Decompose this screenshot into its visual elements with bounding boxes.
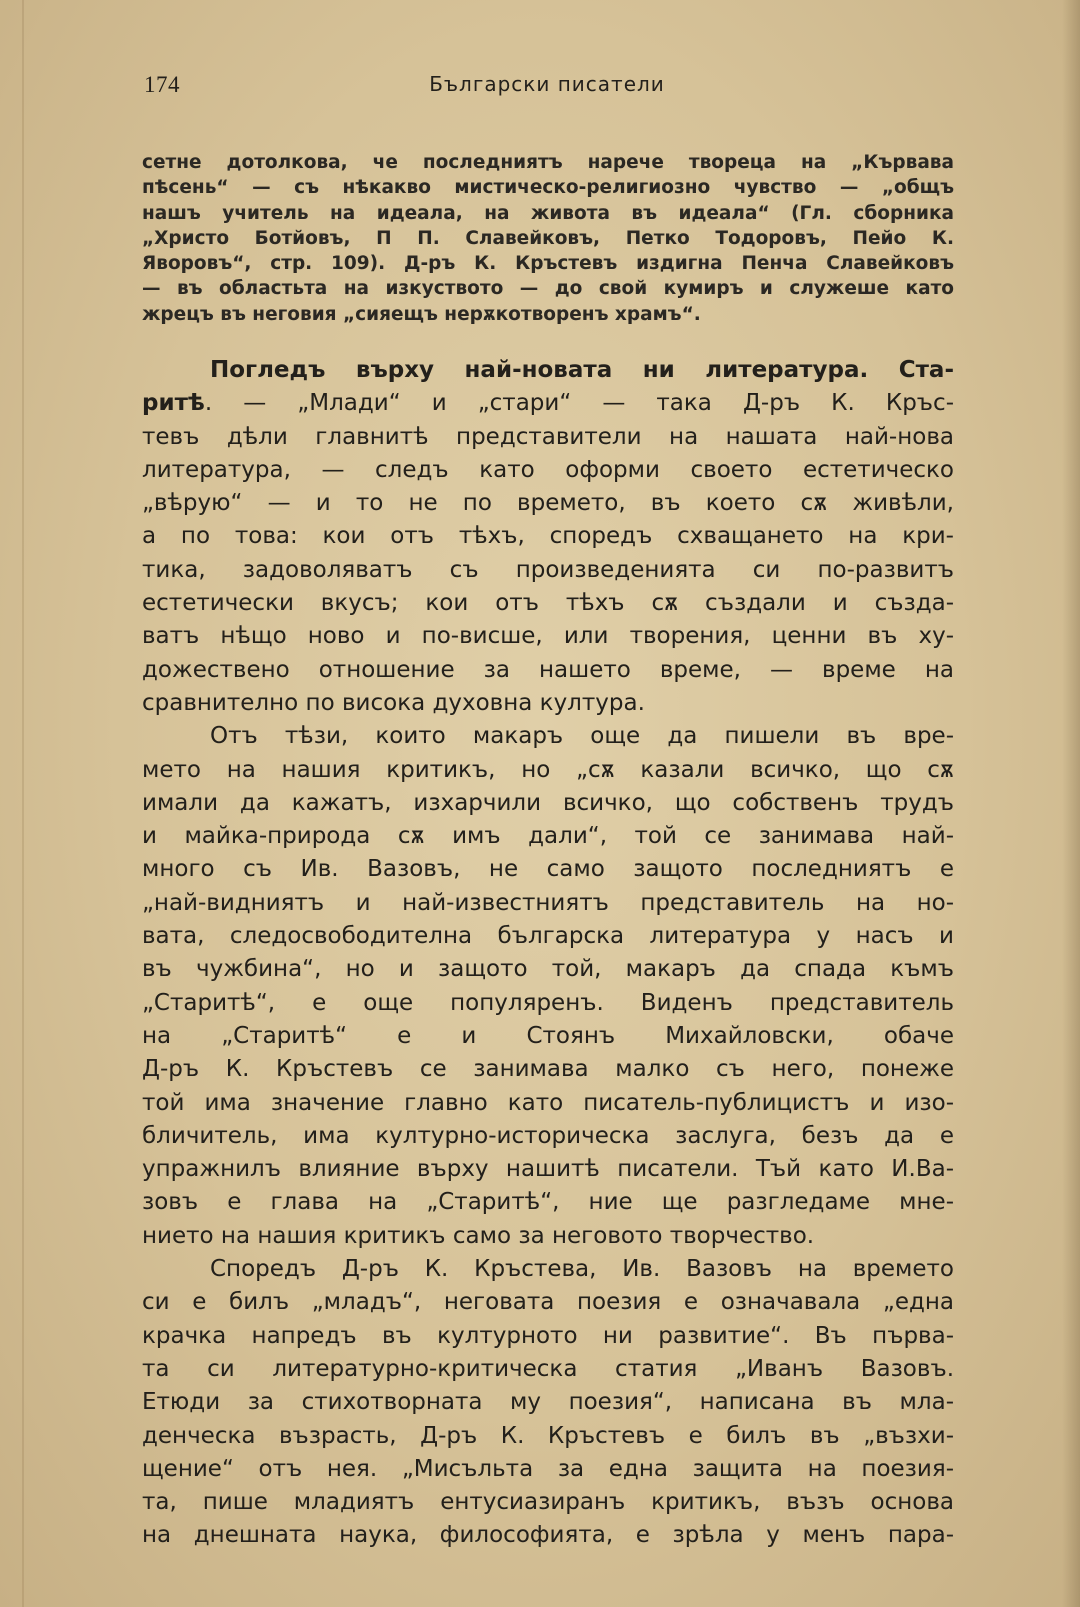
text-line: Яворовъ“, стр. 109). Д-ръ К. Кръстевъ издигна Пенча Славейковъ xyxy=(142,253,954,275)
text-line: Д-ръ К. Кръстевъ се занимава малко съ него, понеже xyxy=(142,1056,954,1083)
section-heading-title: Погледъ върху най-новата ни литература. Ста- xyxy=(210,357,954,383)
text-line: зовъ е глава на „Старитѣ“, ние ще разгледаме мне- xyxy=(142,1189,954,1216)
text-line: „вѣрую“ — и то не по времето, въ което сѫ живѣли, xyxy=(142,490,954,517)
text-line: много съ Ив. Вазовъ, не само защото последниятъ е xyxy=(142,856,954,883)
page-number: 174 xyxy=(144,72,180,97)
text-line: мето на нашия критикъ, но „сѫ казали всичко, що сѫ xyxy=(142,756,954,783)
text-line: жрецъ въ неговия „сияещъ нерѫкотворенъ храмъ“. xyxy=(142,303,701,325)
footnote-continuation xyxy=(142,150,954,327)
text-line: та си литературно-критическа статия „Иванъ Вазовъ. xyxy=(142,1355,954,1382)
text-line: бличитель, има културно-историческа заслуга, безъ да е xyxy=(142,1122,954,1149)
text-line: тика, задоволяватъ съ произведенията си по-развитъ xyxy=(142,556,954,583)
text-line: — въ областьта на изкуството — до свой кумиръ и служеше като xyxy=(142,278,954,300)
text-line: крачка напредъ въ културното ни развитие“. Въ първа- xyxy=(142,1322,954,1349)
text-line: „Старитѣ“, е още популяренъ. Виденъ представитель xyxy=(142,989,954,1016)
text-line: имали да кажатъ, изхарчили всичко, що собственъ трудъ xyxy=(142,789,954,816)
text-line: сравнително по висока духовна култура. xyxy=(142,689,645,716)
text-line: „Христо Ботйовъ, П П. Славейковъ, Петко Тодоровъ, Пейо К. xyxy=(142,227,954,249)
text-line: Отъ тѣзи, които макаръ още да пишели въ вре- xyxy=(210,723,954,750)
section-heading-continuation xyxy=(142,387,954,420)
text-line: дожествено отношение за нашето време, — време на xyxy=(142,656,954,683)
section-heading xyxy=(142,354,954,387)
text-line: а по това: кои отъ тѣхъ, споредъ схващането на кри- xyxy=(142,523,954,550)
text-line: та, пише младиятъ ентусиазиранъ критикъ, възъ основа xyxy=(142,1489,954,1516)
text-line: пѣсень“ — съ нѣкакво мистическо-религиозно чувство — „общъ xyxy=(142,177,954,199)
text-line: нието на нашия критикъ само за неговото творчество. xyxy=(142,1222,815,1249)
heading-line-rest: . — „Млади“ и „стари“ — така Д-ръ К. Кръс- xyxy=(204,390,954,417)
text-line: денческа възрасть, Д-ръ К. Кръстевъ е билъ въ „възхи- xyxy=(142,1422,954,1449)
text-line: „най-видниятъ и най-известниятъ представитель на но- xyxy=(142,889,954,916)
text-line: Споредъ Д-ръ К. Кръстева, Ив. Вазовъ на времето xyxy=(210,1256,954,1283)
text-line: ватъ нѣщо ново и по-висше, или творения, ценни въ ху- xyxy=(142,623,954,650)
text-line: на днешната наука, философията, е зрѣла у менъ пара- xyxy=(142,1522,954,1549)
page-header xyxy=(144,72,950,106)
page-fold-shadow xyxy=(22,0,24,1607)
text-line: Етюди за стихотворната му поезия“, написана въ мла- xyxy=(142,1389,954,1416)
text-line: сетне дотолкова, че последниятъ нарече твореца на „Кървава xyxy=(142,152,954,173)
text-line: и майка-природа сѫ имъ дали“, той се занимава най- xyxy=(142,823,954,850)
section-heading-title-end: ритѣ xyxy=(142,390,205,417)
text-line: естетически вкусъ; кои отъ тѣхъ сѫ създали и създа- xyxy=(142,590,954,617)
text-line: си е билъ „младъ“, неговата поезия е означавала „една xyxy=(142,1289,954,1316)
text-line: на „Старитѣ“ е и Стоянъ Михайловски, обаче xyxy=(142,1022,954,1049)
text-line: литература, — следъ като оформи своето естетическо xyxy=(142,456,954,483)
text-line: щение“ отъ нея. „Мисъльта за една защита на поезия- xyxy=(142,1455,954,1482)
main-text xyxy=(142,354,954,1553)
text-line: тевъ дѣли главнитѣ представители на нашата най-нова xyxy=(142,423,954,450)
text-line: той има значение главно като писатель-публицистъ и изо- xyxy=(142,1089,954,1116)
text-line: нашъ учитель на идеала, на живота въ идеала“ (Гл. сборника xyxy=(142,202,954,224)
text-line: упражнилъ влияние върху нашитѣ писатели. Тъй като И.Ва- xyxy=(142,1156,954,1183)
text-line: вата, следосвободителна българска литература у насъ и xyxy=(142,923,954,950)
page-edge-shadow xyxy=(1062,0,1080,1607)
running-title: Български писатели xyxy=(429,72,665,96)
text-line: въ чужбина“, но и защото той, макаръ да спада къмъ xyxy=(142,956,954,983)
